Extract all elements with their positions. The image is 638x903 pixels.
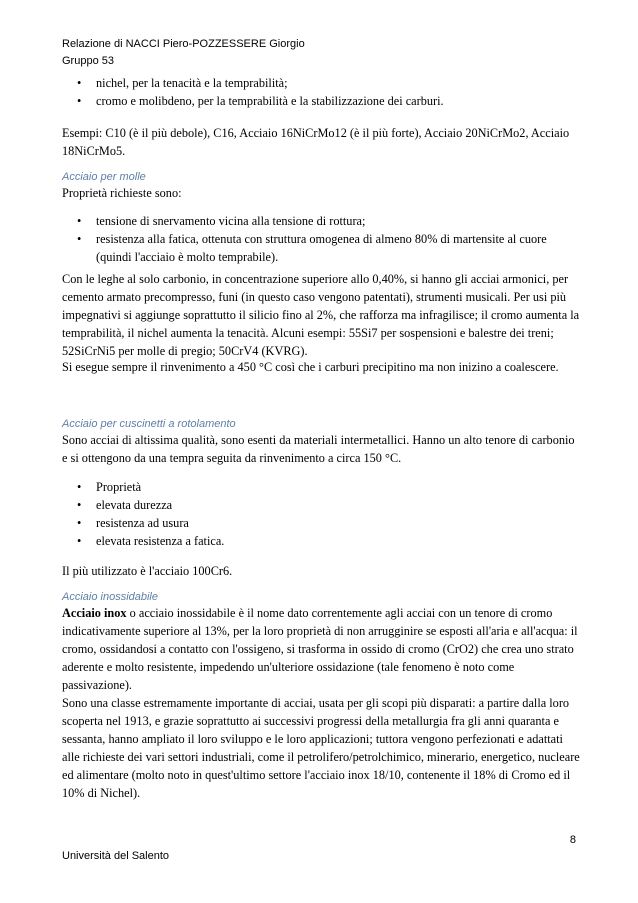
cuscinetti-paragraph: Sono acciai di altissima qualità, sono esenti da materiali intermetallici. Hanno un alto tenore di carbonio e si ottengono da una tempra seguita da rinvenimento a circa 150 °C. bbox=[62, 433, 575, 465]
bullet-icon: • bbox=[77, 214, 82, 228]
alloy-elements-list bbox=[62, 74, 582, 110]
cuscinetti-closing: Il più utilizzato è l'acciaio 100Cr6. bbox=[62, 564, 233, 578]
bullet-icon: • bbox=[77, 94, 82, 108]
bullet-icon: • bbox=[77, 516, 82, 530]
bullet-icon: • bbox=[77, 498, 82, 512]
molle-properties-list bbox=[62, 212, 582, 266]
list-item: • cromo e molibdeno, per la temprabilità e la stabilizzazione dei carburi. bbox=[77, 94, 444, 108]
molle-paragraph: Con le leghe al solo carbonio, in concentrazione superiore allo 0,40%, si hanno gli acciai armonici, per cemento armato precompresso, funi (in questo caso vengono patentati), strumenti musicali. Per usi più impegnativi si aggiunge soprattutto il silicio fino al 2%, che rafforza ma infragilisce; il cromo aumenta la temprabilità, il nichel aumenta la tenacità. Alcuni esempi: 55Si7 per sospensioni e balestre dei treni; 52SiCrNi5 per molle di pregio; 50CrV4 (KVRG). bbox=[62, 272, 580, 358]
section-heading-inox: Acciaio inossidabile bbox=[62, 591, 158, 603]
list-item: • elevata resistenza a fatica. bbox=[77, 534, 225, 548]
cuscinetti-properties-list bbox=[62, 478, 582, 550]
molle-paragraph-2: Si esegue sempre il rinvenimento a 450 °C così che i carburi precipitino ma non inizino a coalescere. bbox=[62, 360, 559, 374]
page-number: 8 bbox=[569, 834, 576, 846]
section-heading-cuscinetti: Acciaio per cuscinetti a rotolamento bbox=[62, 418, 236, 430]
list-item: • Proprietà bbox=[77, 480, 142, 494]
header-group: Gruppo 53 bbox=[62, 55, 114, 67]
list-item: • nichel, per la tenacità e la temprabilità; bbox=[77, 76, 288, 90]
list-item: • elevata durezza bbox=[77, 498, 173, 512]
bullet-icon: • bbox=[77, 232, 82, 246]
list-item: • tensione di snervamento vicina alla tensione di rottura; bbox=[77, 214, 366, 228]
inox-bold-term: Acciaio inox bbox=[62, 606, 127, 620]
examples-paragraph: Esempi: C10 (è il più debole), C16, Acciaio 16NiCrMo12 (è il più forte), Acciaio 20NiCrMo2, Acciaio 18NiCrMo5. bbox=[62, 126, 570, 158]
bullet-icon: • bbox=[77, 534, 82, 548]
molle-intro: Proprietà richieste sono: bbox=[62, 186, 182, 200]
header-authors: Relazione di NACCI Piero-POZZESSERE Giorgio bbox=[62, 38, 305, 50]
bullet-icon: • bbox=[77, 480, 82, 494]
inox-paragraph bbox=[62, 604, 582, 694]
bullet-icon: • bbox=[77, 76, 82, 90]
section-heading-molle: Acciaio per molle bbox=[62, 171, 146, 183]
footer-institution: Università del Salento bbox=[62, 850, 170, 862]
inox-paragraph-2: Sono una classe estremamente importante di acciai, usata per gli scopi più disparati: a partire dalla loro scoperta nel 1913, e grazie soprattutto ai successivi progressi della metallurgia fra gli anni quaranta e sessanta, hanno ampliato il loro sviluppo e le loro applicazioni; tuttora vengono perfezionati e adattati alle richieste dei vari settori industriali, come il petrolifero/petrolchimico, minerario, energetico, nucleare ed alimentare (molto noto in quest'ultimo settore l'acciaio inox 18/10, contenente il 18% di Cromo ed il 10% di Nichel). bbox=[62, 696, 580, 800]
inox-paragraph-rest: o acciaio inossidabile è il nome dato correntemente agli acciai con un tenore di cromo indicativamente superiore al 13%, per la loro proprietà di non arrugginire se esposti all'aria e all'acqua: il cromo, ossidandosi a contatto con l'ossigeno, si trasforma in ossido di cromo (CrO2) che crea uno strato aderente e molto resistente, impedendo un'ulteriore ossidazione (tale fenomeno è noto come passivazione). bbox=[62, 606, 578, 692]
list-item: • resistenza alla fatica, ottenuta con struttura omogenea di almeno 80% di martensite al cuore (quindi l'acciaio è molto temprabile). bbox=[77, 232, 547, 264]
list-item: • resistenza ad usura bbox=[77, 516, 189, 530]
